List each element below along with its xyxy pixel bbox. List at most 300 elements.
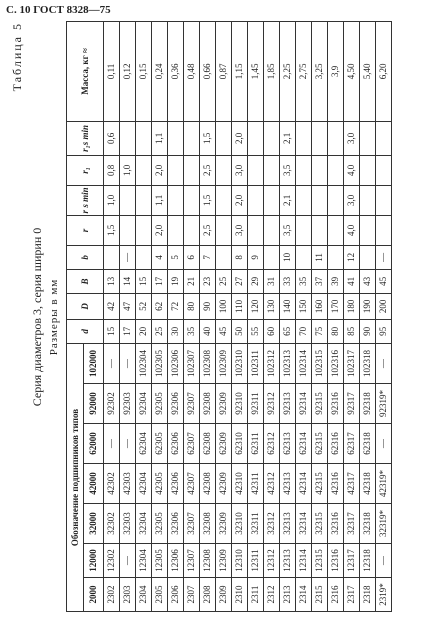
cell-c62000: 62318 (360, 424, 376, 464)
cell-c92000: 92315 (312, 384, 328, 424)
cell-B: 45 (376, 269, 392, 293)
cell-c2000: 2304 (136, 578, 152, 612)
cell-B: 35 (296, 269, 312, 293)
cell-c32000: 32312 (264, 504, 280, 544)
cell-c42000: 42305 (152, 464, 168, 504)
cell-c42000: 42308 (200, 464, 216, 504)
cell-c12000: 12313 (280, 544, 296, 578)
cell-c12000: 12308 (200, 544, 216, 578)
cell-d: 70 (296, 319, 312, 343)
table-row (376, 21, 392, 611)
cell-mass: 4,50 (344, 21, 360, 121)
cell-r: 2,5 (200, 215, 216, 245)
cell-c32000: 32308 (200, 504, 216, 544)
cell-B: 17 (152, 269, 168, 293)
cell-c42000: 42311 (248, 464, 264, 504)
cell-c102000: 102305 (152, 343, 168, 383)
cell-B: 29 (248, 269, 264, 293)
cell-mass: 0,11 (104, 21, 120, 121)
cell-c92000: 92311 (248, 384, 264, 424)
cell-r (136, 215, 152, 245)
cell-rsmin (328, 185, 344, 215)
table-row (120, 21, 136, 611)
cell-b (104, 245, 120, 269)
cell-r: 3,5 (280, 215, 296, 245)
cell-c2000: 2317 (344, 578, 360, 612)
cell-c2000: 2303 (120, 578, 136, 612)
cell-c2000: 2316 (328, 578, 344, 612)
cell-c42000: 42318 (360, 464, 376, 504)
cell-mass: 1,85 (264, 21, 280, 121)
cell-r1smin: 3,0 (344, 121, 360, 155)
cell-c62000: 62307 (184, 424, 200, 464)
cell-B: 31 (264, 269, 280, 293)
cell-r1smin (296, 121, 312, 155)
cell-r (120, 215, 136, 245)
table-row (168, 21, 184, 611)
cell-c42000: 42319* (376, 464, 392, 504)
cell-c92000: 92305 (152, 384, 168, 424)
cell-c12000: 12314 (296, 544, 312, 578)
cell-c2000: 2312 (264, 578, 280, 612)
cell-r (312, 215, 328, 245)
cell-r1smin (184, 121, 200, 155)
cell-b: 4 (152, 245, 168, 269)
cell-c102000: 102315 (312, 343, 328, 383)
cell-c32000: 32316 (328, 504, 344, 544)
cell-D: 90 (200, 293, 216, 319)
cell-r1 (264, 155, 280, 185)
cell-d: 25 (152, 319, 168, 343)
cell-b: 10 (280, 245, 296, 269)
cell-r1 (168, 155, 184, 185)
cell-c2000: 2307 (184, 578, 200, 612)
cell-c2000: 2313 (280, 578, 296, 612)
cell-r1smin (376, 121, 392, 155)
cell-r: 2,0 (152, 215, 168, 245)
cell-c12000: 12304 (136, 544, 152, 578)
cell-r1 (184, 155, 200, 185)
cell-c42000: 42303 (120, 464, 136, 504)
cell-B: 39 (328, 269, 344, 293)
cell-d: 50 (232, 319, 248, 343)
dimensions-caption: Размеры в мм (48, 278, 60, 356)
cell-D: 200 (376, 293, 392, 319)
cell-c32000: 32310 (232, 504, 248, 544)
cell-r1smin (312, 121, 328, 155)
cell-r1: 0,8 (104, 155, 120, 185)
cell-r1smin (120, 121, 136, 155)
cell-c12000: 12317 (344, 544, 360, 578)
cell-D: 120 (248, 293, 264, 319)
cell-c2000: 2305 (152, 578, 168, 612)
cell-c92000: 92319* (376, 384, 392, 424)
cell-rsmin: 1,1 (152, 185, 168, 215)
cell-c92000: 92304 (136, 384, 152, 424)
cell-c62000: — (104, 424, 120, 464)
col-type-42000: 42000 (84, 464, 104, 504)
cell-r1smin (248, 121, 264, 155)
cell-r1smin: 2,0 (232, 121, 248, 155)
cell-D: 110 (232, 293, 248, 319)
cell-c102000: 102311 (248, 343, 264, 383)
cell-rsmin (216, 185, 232, 215)
cell-b: 5 (168, 245, 184, 269)
cell-mass: 0,24 (152, 21, 168, 121)
cell-r (296, 215, 312, 245)
cell-c2000: 2315 (312, 578, 328, 612)
cell-r (376, 215, 392, 245)
cell-d: 60 (264, 319, 280, 343)
cell-c12000: — (376, 544, 392, 578)
cell-c62000: 62309 (216, 424, 232, 464)
cell-c12000: 12312 (264, 544, 280, 578)
cell-rsmin: 2,0 (232, 185, 248, 215)
cell-r (264, 215, 280, 245)
cell-c12000: 12318 (360, 544, 376, 578)
cell-c62000: 62305 (152, 424, 168, 464)
cell-c62000: 62315 (312, 424, 328, 464)
cell-c32000: 32319* (376, 504, 392, 544)
cell-c42000: 42315 (312, 464, 328, 504)
cell-D: 47 (120, 293, 136, 319)
cell-c42000: 42312 (264, 464, 280, 504)
cell-r (184, 215, 200, 245)
cell-rsmin: 3,0 (344, 185, 360, 215)
cell-c2000: 2310 (232, 578, 248, 612)
cell-c102000: — (376, 343, 392, 383)
cell-c102000: — (104, 343, 120, 383)
cell-rsmin (120, 185, 136, 215)
cell-b: — (376, 245, 392, 269)
table-number: Таблица 5 (10, 22, 24, 92)
cell-mass: 6,20 (376, 21, 392, 121)
cell-D: 52 (136, 293, 152, 319)
cell-B: 27 (232, 269, 248, 293)
rotated-content (10, 22, 422, 612)
table-row (344, 21, 360, 611)
cell-D: 180 (344, 293, 360, 319)
cell-d: 15 (104, 319, 120, 343)
cell-rsmin: 1,5 (200, 185, 216, 215)
table-row (280, 21, 296, 611)
cell-d: 75 (312, 319, 328, 343)
cell-c12000: 12315 (312, 544, 328, 578)
cell-r1: 1,0 (120, 155, 136, 185)
table-row (296, 21, 312, 611)
col-type-32000: 32000 (84, 504, 104, 544)
cell-c12000: 12311 (248, 544, 264, 578)
cell-d: 30 (168, 319, 184, 343)
cell-c102000: 102309 (216, 343, 232, 383)
cell-b (216, 245, 232, 269)
table-row (328, 21, 344, 611)
cell-b: 12 (344, 245, 360, 269)
cell-c62000: — (120, 424, 136, 464)
cell-c12000: — (120, 544, 136, 578)
cell-r1: 2,5 (200, 155, 216, 185)
cell-c42000: 42316 (328, 464, 344, 504)
cell-d: 90 (360, 319, 376, 343)
cell-r1smin (328, 121, 344, 155)
cell-c92000: 92309 (216, 384, 232, 424)
cell-rsmin (296, 185, 312, 215)
cell-rsmin (264, 185, 280, 215)
cell-c92000: 92310 (232, 384, 248, 424)
cell-D: 42 (104, 293, 120, 319)
cell-c12000: 12306 (168, 544, 184, 578)
cell-c32000: 32307 (184, 504, 200, 544)
cell-B: 37 (312, 269, 328, 293)
cell-c32000: 32311 (248, 504, 264, 544)
cell-c92000: 92314 (296, 384, 312, 424)
cell-mass: 3,25 (312, 21, 328, 121)
cell-c92000: 92316 (328, 384, 344, 424)
table-row (136, 21, 152, 611)
cell-c32000: 32302 (104, 504, 120, 544)
cell-B: 33 (280, 269, 296, 293)
col-r: r (67, 215, 104, 245)
cell-c32000: 32318 (360, 504, 376, 544)
cell-r (168, 215, 184, 245)
cell-b: 9 (248, 245, 264, 269)
cell-d: 20 (136, 319, 152, 343)
table-row (152, 21, 168, 611)
bearing-table (66, 21, 392, 612)
cell-c62000: 62311 (248, 424, 264, 464)
cell-c102000: 102308 (200, 343, 216, 383)
cell-D: 62 (152, 293, 168, 319)
col-type-2000: 2000 (84, 578, 104, 612)
cell-mass: 0,36 (168, 21, 184, 121)
cell-c32000: 32309 (216, 504, 232, 544)
cell-c12000: 12302 (104, 544, 120, 578)
cell-c32000: 32304 (136, 504, 152, 544)
cell-c62000: 62313 (280, 424, 296, 464)
col-d: d (67, 319, 104, 343)
cell-D: 80 (184, 293, 200, 319)
table-body (104, 21, 392, 611)
table-row (200, 21, 216, 611)
cell-mass: 0,66 (200, 21, 216, 121)
col-r1smin: r₁s min (67, 121, 104, 155)
cell-c102000: 102313 (280, 343, 296, 383)
cell-b (328, 245, 344, 269)
cell-b (136, 245, 152, 269)
table-row (312, 21, 328, 611)
cell-r1smin: 1,1 (152, 121, 168, 155)
cell-D: 190 (360, 293, 376, 319)
cell-r1smin (360, 121, 376, 155)
cell-c32000: 32314 (296, 504, 312, 544)
cell-c102000: 102304 (136, 343, 152, 383)
page-header: С. 10 ГОСТ 8328—75 (6, 4, 111, 16)
cell-c42000: 42310 (232, 464, 248, 504)
cell-c32000: 32317 (344, 504, 360, 544)
cell-rsmin (360, 185, 376, 215)
cell-B: 23 (200, 269, 216, 293)
cell-c62000: 62308 (200, 424, 216, 464)
cell-c42000: 42304 (136, 464, 152, 504)
col-type-102000: 102000 (84, 343, 104, 383)
cell-B: 21 (184, 269, 200, 293)
cell-c2000: 2309 (216, 578, 232, 612)
cell-D: 140 (280, 293, 296, 319)
cell-rsmin (248, 185, 264, 215)
cell-mass: 3,9 (328, 21, 344, 121)
table-row (264, 21, 280, 611)
table-row (104, 21, 120, 611)
cell-c2000: 2319* (376, 578, 392, 612)
cell-mass: 0,48 (184, 21, 200, 121)
col-r1: r₁ (67, 155, 104, 185)
cell-r1: 3,5 (280, 155, 296, 185)
cell-r1: 4,0 (344, 155, 360, 185)
cell-r1 (248, 155, 264, 185)
cell-mass: 2,25 (280, 21, 296, 121)
cell-c12000: 12305 (152, 544, 168, 578)
table-row (184, 21, 200, 611)
cell-c92000: 92307 (184, 384, 200, 424)
cell-mass: 1,45 (248, 21, 264, 121)
cell-c12000: 12309 (216, 544, 232, 578)
cell-r1 (360, 155, 376, 185)
cell-r1 (216, 155, 232, 185)
cell-r1 (136, 155, 152, 185)
cell-c62000: 62310 (232, 424, 248, 464)
cell-c92000: 92308 (200, 384, 216, 424)
cell-mass: 1,15 (232, 21, 248, 121)
cell-d: 65 (280, 319, 296, 343)
cell-r1smin: 1,5 (200, 121, 216, 155)
cell-B: 41 (344, 269, 360, 293)
cell-c102000: 102310 (232, 343, 248, 383)
cell-r1smin (168, 121, 184, 155)
cell-B: 25 (216, 269, 232, 293)
cell-r1 (328, 155, 344, 185)
cell-b: 6 (184, 245, 200, 269)
cell-c102000: 102317 (344, 343, 360, 383)
cell-rsmin (312, 185, 328, 215)
cell-c102000: 102316 (328, 343, 344, 383)
cell-c102000: 102314 (296, 343, 312, 383)
cell-B: 43 (360, 269, 376, 293)
cell-r1smin: 2,1 (280, 121, 296, 155)
cell-c62000: 62304 (136, 424, 152, 464)
cell-r (248, 215, 264, 245)
col-D: D (67, 293, 104, 319)
cell-mass: 0,15 (136, 21, 152, 121)
cell-B: 15 (136, 269, 152, 293)
cell-D: 72 (168, 293, 184, 319)
cell-c42000: 42317 (344, 464, 360, 504)
cell-rsmin: 1,0 (104, 185, 120, 215)
cell-b (264, 245, 280, 269)
cell-r (360, 215, 376, 245)
cell-b: 8 (232, 245, 248, 269)
col-B: B (67, 269, 104, 293)
cell-d: 45 (216, 319, 232, 343)
cell-mass: 2,75 (296, 21, 312, 121)
cell-r1 (312, 155, 328, 185)
cell-c62000: — (376, 424, 392, 464)
cell-c92000: 92303 (120, 384, 136, 424)
cell-c32000: 32315 (312, 504, 328, 544)
cell-rsmin (168, 185, 184, 215)
cell-d: 80 (328, 319, 344, 343)
cell-d: 95 (376, 319, 392, 343)
cell-c12000: 12310 (232, 544, 248, 578)
cell-c32000: 32313 (280, 504, 296, 544)
cell-D: 150 (296, 293, 312, 319)
cell-r: 3,0 (232, 215, 248, 245)
cell-c102000: 102312 (264, 343, 280, 383)
cell-r1 (296, 155, 312, 185)
cell-r1smin (264, 121, 280, 155)
cell-c92000: 92302 (104, 384, 120, 424)
cell-d: 85 (344, 319, 360, 343)
cell-b (360, 245, 376, 269)
cell-c12000: 12316 (328, 544, 344, 578)
cell-c62000: 62314 (296, 424, 312, 464)
cell-c12000: 12307 (184, 544, 200, 578)
cell-c42000: 42314 (296, 464, 312, 504)
cell-d: 55 (248, 319, 264, 343)
cell-c102000: 102318 (360, 343, 376, 383)
cell-c2000: 2306 (168, 578, 184, 612)
series-title: Серия диаметров 3, серия ширин 0 (30, 227, 44, 407)
table-row (216, 21, 232, 611)
cell-c92000: 92313 (280, 384, 296, 424)
cell-r1 (376, 155, 392, 185)
cell-d: 40 (200, 319, 216, 343)
col-type-12000: 12000 (84, 544, 104, 578)
cell-c62000: 62317 (344, 424, 360, 464)
cell-c2000: 2302 (104, 578, 120, 612)
cell-r: 4,0 (344, 215, 360, 245)
cell-r (216, 215, 232, 245)
cell-c62000: 62306 (168, 424, 184, 464)
cell-c42000: 42302 (104, 464, 120, 504)
cell-r: 1,5 (104, 215, 120, 245)
table-row (248, 21, 264, 611)
cell-rsmin (376, 185, 392, 215)
col-b: b (67, 245, 104, 269)
cell-c102000: — (120, 343, 136, 383)
table-row (232, 21, 248, 611)
cell-D: 160 (312, 293, 328, 319)
cell-c32000: 32306 (168, 504, 184, 544)
cell-b: 11 (312, 245, 328, 269)
cell-D: 170 (328, 293, 344, 319)
col-type-62000: 62000 (84, 424, 104, 464)
cell-c32000: 32303 (120, 504, 136, 544)
cell-c62000: 62316 (328, 424, 344, 464)
cell-c42000: 42309 (216, 464, 232, 504)
cell-rsmin (184, 185, 200, 215)
group-header: Обозначение подшипников типов (67, 343, 84, 611)
cell-r1smin: 0,6 (104, 121, 120, 155)
cell-mass: 0,87 (216, 21, 232, 121)
cell-c32000: 32305 (152, 504, 168, 544)
col-type-92000: 92000 (84, 384, 104, 424)
table-row (360, 21, 376, 611)
cell-mass: 0,12 (120, 21, 136, 121)
cell-c92000: 92318 (360, 384, 376, 424)
cell-c2000: 2314 (296, 578, 312, 612)
cell-rsmin (136, 185, 152, 215)
cell-c2000: 2311 (248, 578, 264, 612)
